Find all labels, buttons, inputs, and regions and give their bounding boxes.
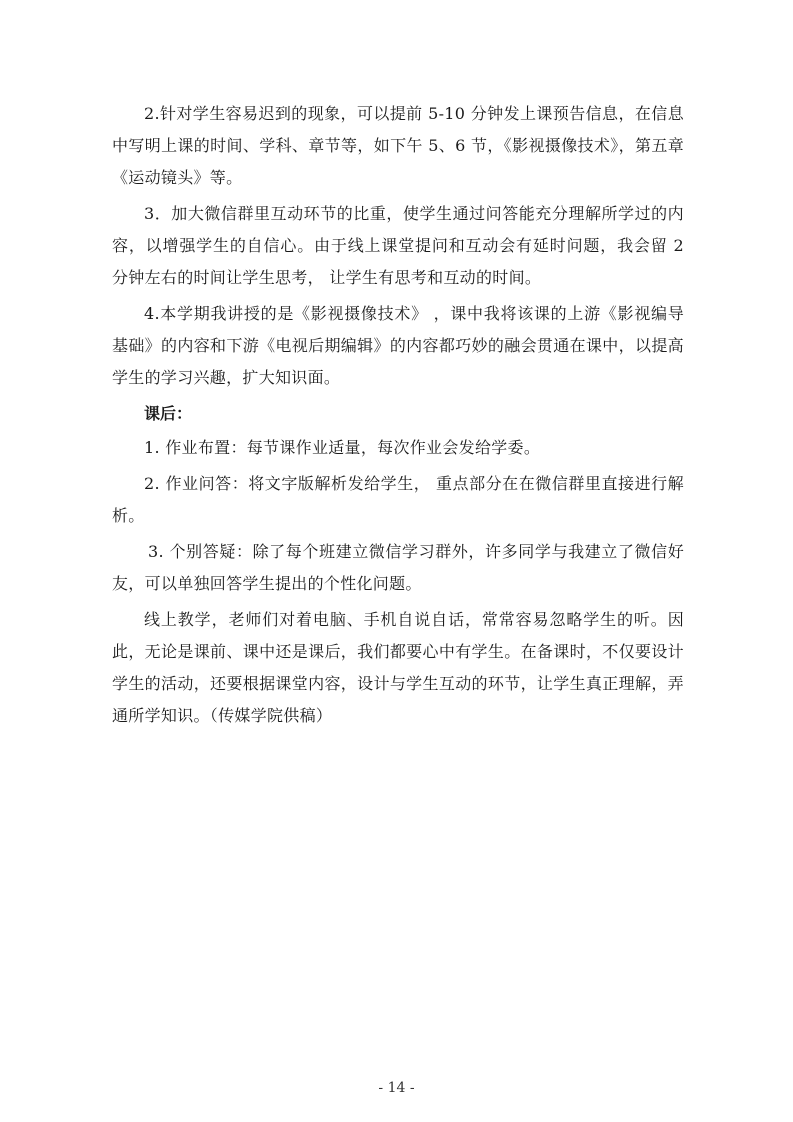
- paragraph-point-2: 2.针对学生容易迟到的现象，可以提前 5-10 分钟发上课预告信息，在信息中写明上课的时间、学科、章节等，如下午 5、6 节，《影视摄像技术》，第五章《运动镜头》等。: [112, 104, 684, 187]
- paragraph-point-4: 4.本学期我讲授的是《影视摄像技术》 ，课中我将该课的上游《影视编导基础》的内容和下游《电视后期编辑》的内容都巧妙的融会贯通在课中，以提高学生的学习兴趣，扩大知识面。: [112, 304, 684, 387]
- paragraph-individual-qa: 3. 个别答疑：除了每个班建立微信学习群外，许多同学与我建立了微信好友，可以单独回答学生提出的个性化问题。: [112, 542, 684, 593]
- page-number: - 14 -: [378, 1080, 415, 1096]
- paragraph-conclusion: 线上教学，老师们对着电脑、手机自说自话，常常容易忽略学生的听。因此，无论是课前、课中还是课后，我们都要心中有学生。在备课时，不仅要设计学生的活动，还要根据课堂内容，设计与学生互动的环节，让学生真正理解，弄通所学知识。（传媒学院供稿）: [112, 610, 684, 725]
- document-body: [112, 98, 684, 736]
- paragraph-homework-qa: 2. 作业问答：将文字版解析发给学生， 重点部分在在微信群里直接进行解析。: [112, 474, 684, 525]
- paragraph-point-3: 3．加大微信群里互动环节的比重，使学生通过问答能充分理解所学过的内容，以增强学生的自信心。由于线上课堂提问和互动会有延时问题，我会留 2 分钟左右的时间让学生思考， 让学生有思考和互动的时间。: [112, 204, 684, 287]
- section-heading-after-class: 课后：: [144, 404, 193, 423]
- paragraph-homework-assignment: 1. 作业布置：每节课作业适量，每次作业会发给学委。: [144, 438, 541, 457]
